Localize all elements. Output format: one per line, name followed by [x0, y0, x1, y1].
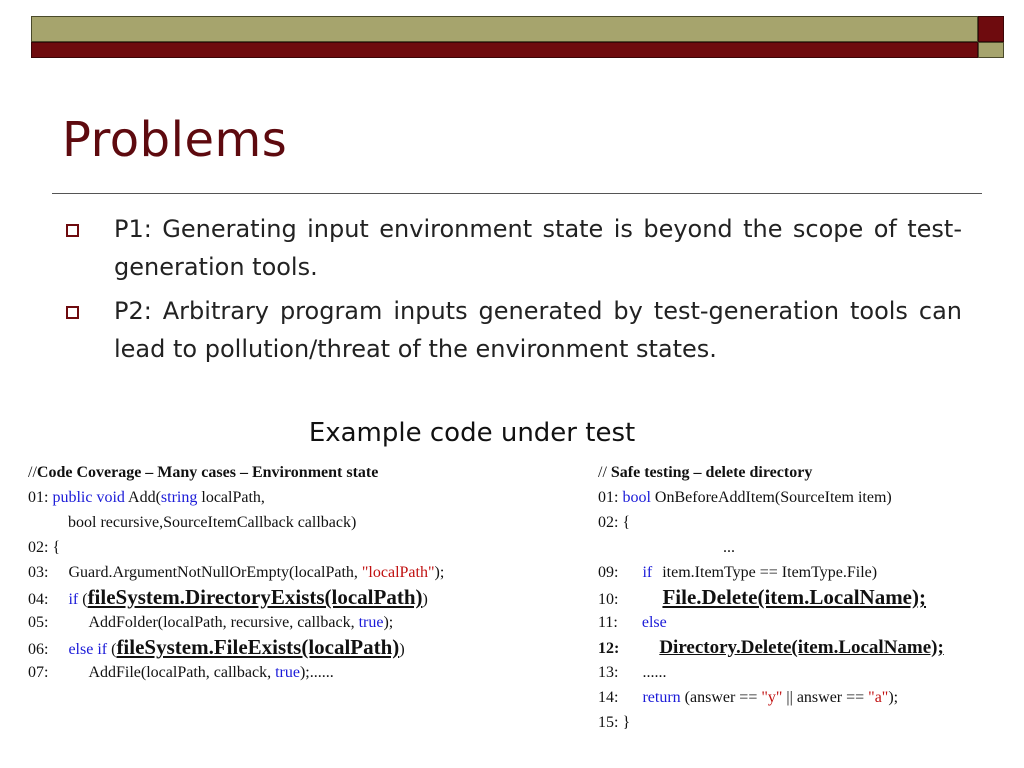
header-bar-olive	[31, 16, 978, 42]
bullet-square-icon	[66, 306, 79, 319]
code-line	[28, 485, 444, 510]
code-text: OnBeforeAddItem(SourceItem item)	[654, 489, 892, 506]
bullet-square-icon	[66, 224, 79, 237]
code-text: AddFile(localPath, callback,	[88, 664, 276, 681]
left-code-block	[28, 460, 444, 685]
code-text: Add(	[128, 489, 161, 506]
line-number: 12:	[598, 640, 620, 657]
code-line	[598, 460, 944, 485]
code-line	[598, 710, 944, 735]
code-text: )	[399, 641, 405, 658]
keyword: true	[275, 664, 300, 681]
header-bar-maroon	[31, 42, 978, 58]
keyword: public	[52, 489, 93, 506]
line-number: 07:	[28, 664, 49, 681]
line-number: 09:	[598, 564, 619, 581]
header-square-maroon	[978, 16, 1004, 42]
code-line	[28, 585, 444, 610]
line-number: 01:	[28, 489, 53, 506]
code-line	[598, 535, 944, 560]
code-text: Guard.ArgumentNotNullOrEmpty(localPath,	[68, 564, 362, 581]
header-square-olive	[978, 42, 1004, 58]
code-line	[598, 485, 944, 510]
line-number: 01:	[598, 489, 623, 506]
line-number: 14:	[598, 689, 619, 706]
keyword: true	[358, 614, 384, 631]
highlighted-statement: Directory.Delete(item.LocalName);	[659, 637, 944, 658]
keyword: string	[160, 489, 198, 506]
highlighted-condition: fileSystem.FileExists(localPath)	[116, 635, 400, 659]
code-text: 02: {	[598, 514, 631, 531]
keyword: void	[96, 489, 125, 506]
keyword: else if	[68, 641, 108, 658]
code-line	[28, 660, 444, 685]
keyword: if	[68, 591, 79, 608]
code-text: || answer ==	[782, 689, 869, 706]
keyword: else	[641, 614, 667, 631]
code-ellipsis: ...	[723, 539, 735, 556]
code-text: (answer ==	[684, 689, 762, 706]
code-text: (	[111, 641, 117, 658]
bullet-item	[62, 292, 962, 368]
code-text: (	[82, 591, 88, 608]
line-number: 10:	[598, 591, 619, 608]
bullet-text: P1: Generating input environment state is beyond the scope of test-generation tools.	[114, 215, 962, 281]
code-comment-title: Safe testing – delete directory	[610, 464, 813, 481]
code-text: );	[434, 564, 445, 581]
code-text: ......	[642, 664, 667, 681]
code-text: 02: {	[28, 539, 61, 556]
code-line	[28, 460, 444, 485]
line-number: 13:	[598, 664, 619, 681]
string-literal: "a"	[868, 689, 889, 706]
code-line	[598, 610, 944, 635]
keyword: return	[642, 689, 681, 706]
string-literal: "localPath"	[361, 564, 435, 581]
code-text: AddFolder(localPath, recursive, callback,	[88, 614, 359, 631]
code-text: localPath,	[201, 489, 265, 506]
keyword: bool	[622, 489, 651, 506]
string-literal: "y"	[761, 689, 783, 706]
highlighted-condition: fileSystem.DirectoryExists(localPath)	[87, 585, 423, 609]
code-text: 15: }	[598, 714, 631, 731]
code-text: );......	[299, 664, 334, 681]
line-number: 05:	[28, 614, 49, 631]
bullet-list	[62, 210, 962, 374]
bullet-item	[62, 210, 962, 286]
line-number: 03:	[28, 564, 49, 581]
code-line	[598, 510, 944, 535]
code-line	[598, 685, 944, 710]
title-divider	[52, 193, 982, 194]
code-text: bool recursive,SourceItemCallback callback)	[68, 514, 357, 531]
code-line	[28, 510, 444, 535]
bullet-text: P2: Arbitrary program inputs generated by test-generation tools can lead to pollution/threat of the environment states.	[114, 297, 962, 363]
code-section-heading: Example code under test	[308, 418, 636, 448]
code-line	[28, 610, 444, 635]
slide-title: Problems	[62, 112, 288, 168]
code-line	[28, 560, 444, 585]
code-text: )	[422, 591, 428, 608]
line-number: 06:	[28, 641, 49, 658]
line-number: 04:	[28, 591, 49, 608]
comment-prefix: //	[598, 464, 611, 481]
comment-prefix: //	[28, 464, 37, 481]
line-number: 11:	[598, 614, 618, 631]
code-text: );	[383, 614, 394, 631]
code-comment-title: Code Coverage – Many cases – Environment state	[36, 464, 379, 481]
code-line	[598, 560, 944, 585]
keyword: if	[642, 564, 653, 581]
code-line	[598, 635, 944, 660]
code-line	[28, 635, 444, 660]
code-line	[28, 535, 444, 560]
code-text: item.ItemType == ItemType.File)	[662, 564, 878, 581]
code-line	[598, 585, 944, 610]
code-text: );	[888, 689, 899, 706]
highlighted-statement: File.Delete(item.LocalName);	[662, 585, 926, 609]
right-code-block	[598, 460, 944, 735]
code-line	[598, 660, 944, 685]
